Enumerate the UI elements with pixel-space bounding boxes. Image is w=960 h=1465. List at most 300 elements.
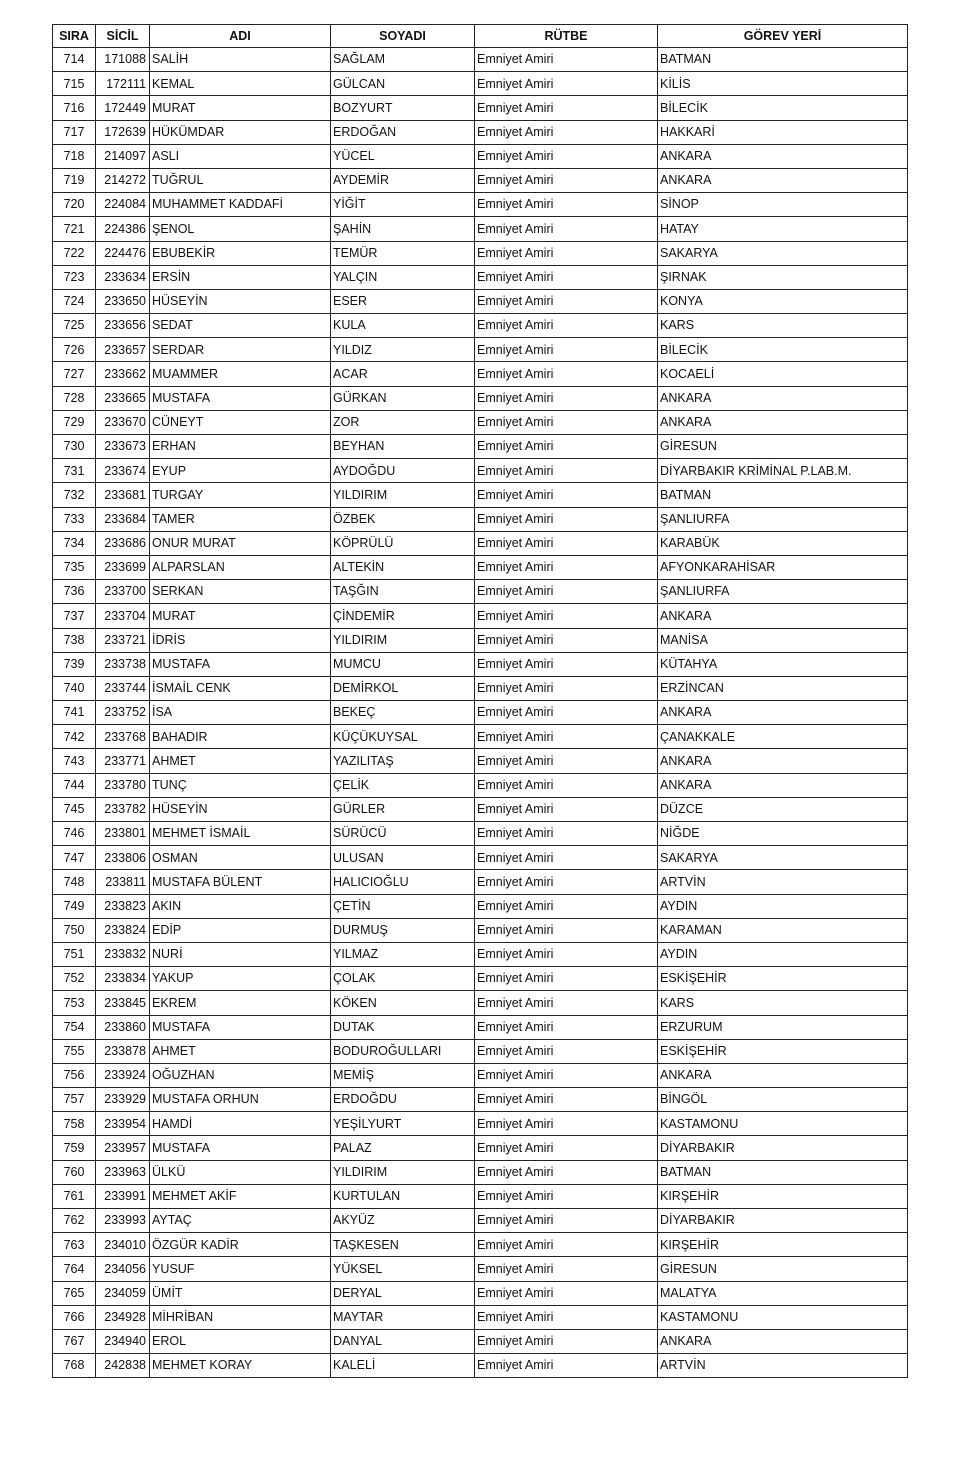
- cell-gorev-yeri: AYDIN: [658, 942, 908, 966]
- cell-sira: 751: [53, 942, 96, 966]
- cell-sicil: 171088: [96, 48, 150, 72]
- cell-sicil: 233657: [96, 338, 150, 362]
- cell-gorev-yeri: ANKARA: [658, 604, 908, 628]
- cell-sicil: 233963: [96, 1160, 150, 1184]
- cell-gorev-yeri: KARS: [658, 991, 908, 1015]
- cell-sira: 767: [53, 1329, 96, 1353]
- cell-gorev-yeri: HATAY: [658, 217, 908, 241]
- cell-sira: 722: [53, 241, 96, 265]
- cell-rutbe: Emniyet Amiri: [475, 410, 658, 434]
- cell-sira: 729: [53, 410, 96, 434]
- cell-rutbe: Emniyet Amiri: [475, 459, 658, 483]
- cell-sicil: 214272: [96, 168, 150, 192]
- cell-soyadi: HALICIOĞLU: [331, 870, 475, 894]
- cell-gorev-yeri: ANKARA: [658, 773, 908, 797]
- cell-rutbe: Emniyet Amiri: [475, 1233, 658, 1257]
- cell-adi: KEMAL: [150, 72, 331, 96]
- cell-sicil: 233782: [96, 797, 150, 821]
- cell-gorev-yeri: AFYONKARAHİSAR: [658, 555, 908, 579]
- table-row: [53, 96, 908, 120]
- cell-soyadi: ESER: [331, 289, 475, 313]
- cell-adi: NURİ: [150, 942, 331, 966]
- cell-rutbe: Emniyet Amiri: [475, 1136, 658, 1160]
- cell-sicil: 233806: [96, 846, 150, 870]
- cell-adi: AHMET: [150, 749, 331, 773]
- table-row: [53, 265, 908, 289]
- header-adi: ADI: [150, 25, 331, 48]
- cell-sira: 758: [53, 1112, 96, 1136]
- cell-rutbe: Emniyet Amiri: [475, 1257, 658, 1281]
- cell-adi: MUAMMER: [150, 362, 331, 386]
- table-row: [53, 870, 908, 894]
- cell-rutbe: Emniyet Amiri: [475, 1281, 658, 1305]
- table-row: [53, 1160, 908, 1184]
- table-row: [53, 604, 908, 628]
- table-row: [53, 362, 908, 386]
- cell-soyadi: DERYAL: [331, 1281, 475, 1305]
- cell-sira: 768: [53, 1354, 96, 1378]
- table-row: [53, 1136, 908, 1160]
- table-row: [53, 435, 908, 459]
- cell-sicil: 224084: [96, 193, 150, 217]
- cell-soyadi: YILDIZ: [331, 338, 475, 362]
- cell-rutbe: Emniyet Amiri: [475, 96, 658, 120]
- cell-gorev-yeri: GİRESUN: [658, 1257, 908, 1281]
- cell-rutbe: Emniyet Amiri: [475, 773, 658, 797]
- header-gorev-yeri: GÖREV YERİ: [658, 25, 908, 48]
- cell-adi: ASLI: [150, 144, 331, 168]
- cell-gorev-yeri: ANKARA: [658, 410, 908, 434]
- cell-adi: EDİP: [150, 918, 331, 942]
- cell-rutbe: Emniyet Amiri: [475, 120, 658, 144]
- table-row: [53, 797, 908, 821]
- cell-adi: AHMET: [150, 1039, 331, 1063]
- cell-adi: MUSTAFA: [150, 386, 331, 410]
- cell-sicil: 224476: [96, 241, 150, 265]
- cell-adi: ŞENOL: [150, 217, 331, 241]
- cell-rutbe: Emniyet Amiri: [475, 289, 658, 313]
- cell-sira: 716: [53, 96, 96, 120]
- cell-gorev-yeri: KONYA: [658, 289, 908, 313]
- cell-soyadi: YALÇIN: [331, 265, 475, 289]
- cell-sicil: 233752: [96, 701, 150, 725]
- cell-adi: AKIN: [150, 894, 331, 918]
- cell-gorev-yeri: DİYARBAKIR KRİMİNAL P.LAB.M.: [658, 459, 908, 483]
- table-row: [53, 773, 908, 797]
- cell-gorev-yeri: BİLECİK: [658, 96, 908, 120]
- cell-gorev-yeri: ANKARA: [658, 1329, 908, 1353]
- cell-sicil: 233780: [96, 773, 150, 797]
- cell-rutbe: Emniyet Amiri: [475, 48, 658, 72]
- cell-soyadi: KALELİ: [331, 1354, 475, 1378]
- cell-sira: 714: [53, 48, 96, 72]
- cell-adi: OĞUZHAN: [150, 1063, 331, 1087]
- cell-gorev-yeri: ANKARA: [658, 144, 908, 168]
- cell-sicil: 233670: [96, 410, 150, 434]
- cell-soyadi: GÜRLER: [331, 797, 475, 821]
- cell-soyadi: BOZYURT: [331, 96, 475, 120]
- cell-rutbe: Emniyet Amiri: [475, 870, 658, 894]
- cell-sira: 734: [53, 531, 96, 555]
- cell-sira: 750: [53, 918, 96, 942]
- cell-adi: ÖZGÜR KADİR: [150, 1233, 331, 1257]
- cell-sicil: 233771: [96, 749, 150, 773]
- table-row: [53, 1184, 908, 1208]
- table-row: [53, 1354, 908, 1378]
- cell-adi: BAHADIR: [150, 725, 331, 749]
- cell-rutbe: Emniyet Amiri: [475, 265, 658, 289]
- cell-soyadi: YILMAZ: [331, 942, 475, 966]
- cell-sicil: 233993: [96, 1209, 150, 1233]
- table-row: [53, 967, 908, 991]
- cell-adi: YUSUF: [150, 1257, 331, 1281]
- cell-adi: TURGAY: [150, 483, 331, 507]
- cell-rutbe: Emniyet Amiri: [475, 822, 658, 846]
- cell-soyadi: TEMÜR: [331, 241, 475, 265]
- cell-sicil: 233924: [96, 1063, 150, 1087]
- cell-gorev-yeri: ÇANAKKALE: [658, 725, 908, 749]
- header-soyadi: SOYADI: [331, 25, 475, 48]
- cell-rutbe: Emniyet Amiri: [475, 991, 658, 1015]
- cell-rutbe: Emniyet Amiri: [475, 1063, 658, 1087]
- cell-soyadi: BODUROĞULLARI: [331, 1039, 475, 1063]
- cell-gorev-yeri: KIRŞEHİR: [658, 1184, 908, 1208]
- table-row: [53, 555, 908, 579]
- cell-sicil: 234940: [96, 1329, 150, 1353]
- table-row: [53, 894, 908, 918]
- cell-soyadi: KULA: [331, 314, 475, 338]
- cell-sira: 755: [53, 1039, 96, 1063]
- cell-gorev-yeri: BATMAN: [658, 48, 908, 72]
- cell-soyadi: ÇETİN: [331, 894, 475, 918]
- cell-sira: 724: [53, 289, 96, 313]
- cell-adi: MUSTAFA BÜLENT: [150, 870, 331, 894]
- cell-sira: 721: [53, 217, 96, 241]
- cell-soyadi: YÜCEL: [331, 144, 475, 168]
- cell-gorev-yeri: ANKARA: [658, 1063, 908, 1087]
- cell-soyadi: DEMİRKOL: [331, 676, 475, 700]
- cell-rutbe: Emniyet Amiri: [475, 531, 658, 555]
- cell-sicil: 233744: [96, 676, 150, 700]
- cell-rutbe: Emniyet Amiri: [475, 846, 658, 870]
- cell-soyadi: AYDOĞDU: [331, 459, 475, 483]
- table-row: [53, 48, 908, 72]
- personnel-table: [52, 24, 908, 1378]
- table-row: [53, 241, 908, 265]
- cell-adi: MİHRİBAN: [150, 1305, 331, 1329]
- table-row: [53, 1329, 908, 1353]
- cell-sicil: 233845: [96, 991, 150, 1015]
- cell-gorev-yeri: KOCAELİ: [658, 362, 908, 386]
- cell-rutbe: Emniyet Amiri: [475, 725, 658, 749]
- cell-soyadi: MAYTAR: [331, 1305, 475, 1329]
- cell-soyadi: ÇOLAK: [331, 967, 475, 991]
- cell-sira: 725: [53, 314, 96, 338]
- cell-rutbe: Emniyet Amiri: [475, 749, 658, 773]
- cell-sira: 737: [53, 604, 96, 628]
- table-row: [53, 676, 908, 700]
- cell-soyadi: GÜLCAN: [331, 72, 475, 96]
- cell-rutbe: Emniyet Amiri: [475, 483, 658, 507]
- cell-sicil: 233634: [96, 265, 150, 289]
- cell-gorev-yeri: ESKİŞEHİR: [658, 1039, 908, 1063]
- cell-sicil: 233673: [96, 435, 150, 459]
- cell-gorev-yeri: SİNOP: [658, 193, 908, 217]
- cell-soyadi: TAŞĞIN: [331, 580, 475, 604]
- cell-rutbe: Emniyet Amiri: [475, 168, 658, 192]
- cell-sicil: 172111: [96, 72, 150, 96]
- cell-sira: 728: [53, 386, 96, 410]
- cell-rutbe: Emniyet Amiri: [475, 1209, 658, 1233]
- cell-rutbe: Emniyet Amiri: [475, 894, 658, 918]
- cell-adi: EKREM: [150, 991, 331, 1015]
- cell-sicil: 233674: [96, 459, 150, 483]
- table-row: [53, 1233, 908, 1257]
- cell-soyadi: ERDOĞAN: [331, 120, 475, 144]
- cell-adi: İDRİS: [150, 628, 331, 652]
- table-row: [53, 1281, 908, 1305]
- table-row: [53, 338, 908, 362]
- cell-adi: ÜLKÜ: [150, 1160, 331, 1184]
- table-row: [53, 459, 908, 483]
- cell-adi: AYTAÇ: [150, 1209, 331, 1233]
- cell-adi: TAMER: [150, 507, 331, 531]
- cell-sira: 726: [53, 338, 96, 362]
- cell-soyadi: BEYHAN: [331, 435, 475, 459]
- cell-sira: 749: [53, 894, 96, 918]
- cell-soyadi: AYDEMİR: [331, 168, 475, 192]
- cell-soyadi: ÇELİK: [331, 773, 475, 797]
- cell-sira: 718: [53, 144, 96, 168]
- cell-soyadi: DUTAK: [331, 1015, 475, 1039]
- cell-soyadi: YILDIRIM: [331, 1160, 475, 1184]
- header-sira: SIRA: [53, 25, 96, 48]
- cell-rutbe: Emniyet Amiri: [475, 435, 658, 459]
- cell-gorev-yeri: ERZURUM: [658, 1015, 908, 1039]
- cell-adi: ÜMİT: [150, 1281, 331, 1305]
- cell-gorev-yeri: ANKARA: [658, 701, 908, 725]
- cell-gorev-yeri: NİĞDE: [658, 822, 908, 846]
- cell-adi: TUĞRUL: [150, 168, 331, 192]
- cell-gorev-yeri: ERZİNCAN: [658, 676, 908, 700]
- cell-sicil: 172449: [96, 96, 150, 120]
- cell-sira: 754: [53, 1015, 96, 1039]
- cell-sira: 744: [53, 773, 96, 797]
- cell-gorev-yeri: BATMAN: [658, 1160, 908, 1184]
- cell-gorev-yeri: KASTAMONU: [658, 1112, 908, 1136]
- cell-soyadi: BEKEÇ: [331, 701, 475, 725]
- cell-sira: 756: [53, 1063, 96, 1087]
- cell-rutbe: Emniyet Amiri: [475, 1160, 658, 1184]
- cell-soyadi: PALAZ: [331, 1136, 475, 1160]
- cell-sira: 753: [53, 991, 96, 1015]
- cell-rutbe: Emniyet Amiri: [475, 797, 658, 821]
- cell-gorev-yeri: KARABÜK: [658, 531, 908, 555]
- cell-sicil: 233954: [96, 1112, 150, 1136]
- cell-gorev-yeri: BATMAN: [658, 483, 908, 507]
- table-row: [53, 144, 908, 168]
- cell-gorev-yeri: DİYARBAKIR: [658, 1209, 908, 1233]
- cell-sira: 735: [53, 555, 96, 579]
- cell-adi: CÜNEYT: [150, 410, 331, 434]
- cell-sicil: 233662: [96, 362, 150, 386]
- table-row: [53, 386, 908, 410]
- table-row: [53, 1209, 908, 1233]
- table-row: [53, 120, 908, 144]
- cell-adi: SERDAR: [150, 338, 331, 362]
- cell-soyadi: KURTULAN: [331, 1184, 475, 1208]
- cell-soyadi: ERDOĞDU: [331, 1088, 475, 1112]
- cell-rutbe: Emniyet Amiri: [475, 72, 658, 96]
- cell-sira: 727: [53, 362, 96, 386]
- cell-sira: 760: [53, 1160, 96, 1184]
- cell-adi: MEHMET AKİF: [150, 1184, 331, 1208]
- table-row: [53, 507, 908, 531]
- cell-rutbe: Emniyet Amiri: [475, 241, 658, 265]
- cell-adi: MEHMET İSMAİL: [150, 822, 331, 846]
- cell-rutbe: Emniyet Amiri: [475, 144, 658, 168]
- cell-sicil: 233686: [96, 531, 150, 555]
- table-row: [53, 410, 908, 434]
- cell-rutbe: Emniyet Amiri: [475, 942, 658, 966]
- cell-rutbe: Emniyet Amiri: [475, 701, 658, 725]
- cell-adi: HAMDİ: [150, 1112, 331, 1136]
- cell-adi: EROL: [150, 1329, 331, 1353]
- cell-soyadi: ÖZBEK: [331, 507, 475, 531]
- table-row: [53, 1039, 908, 1063]
- cell-sira: 719: [53, 168, 96, 192]
- header-rutbe: RÜTBE: [475, 25, 658, 48]
- cell-adi: SEDAT: [150, 314, 331, 338]
- cell-sira: 752: [53, 967, 96, 991]
- cell-soyadi: YEŞİLYURT: [331, 1112, 475, 1136]
- cell-sicil: 233860: [96, 1015, 150, 1039]
- table-row: [53, 1063, 908, 1087]
- cell-rutbe: Emniyet Amiri: [475, 967, 658, 991]
- cell-sicil: 234059: [96, 1281, 150, 1305]
- cell-sira: 731: [53, 459, 96, 483]
- cell-soyadi: GÜRKAN: [331, 386, 475, 410]
- cell-adi: OSMAN: [150, 846, 331, 870]
- cell-rutbe: Emniyet Amiri: [475, 652, 658, 676]
- cell-sira: 766: [53, 1305, 96, 1329]
- cell-adi: MURAT: [150, 96, 331, 120]
- cell-soyadi: DANYAL: [331, 1329, 475, 1353]
- cell-sicil: 233704: [96, 604, 150, 628]
- cell-rutbe: Emniyet Amiri: [475, 386, 658, 410]
- table-row: [53, 652, 908, 676]
- table-row: [53, 483, 908, 507]
- cell-rutbe: Emniyet Amiri: [475, 1112, 658, 1136]
- cell-soyadi: ÇİNDEMİR: [331, 604, 475, 628]
- table-row: [53, 991, 908, 1015]
- cell-adi: EYUP: [150, 459, 331, 483]
- table-row: [53, 942, 908, 966]
- cell-gorev-yeri: KÜTAHYA: [658, 652, 908, 676]
- cell-rutbe: Emniyet Amiri: [475, 676, 658, 700]
- table-row: [53, 1015, 908, 1039]
- cell-gorev-yeri: ANKARA: [658, 749, 908, 773]
- cell-sicil: 234056: [96, 1257, 150, 1281]
- cell-gorev-yeri: DÜZCE: [658, 797, 908, 821]
- cell-rutbe: Emniyet Amiri: [475, 628, 658, 652]
- cell-sicil: 233721: [96, 628, 150, 652]
- cell-sicil: 233684: [96, 507, 150, 531]
- cell-soyadi: MEMİŞ: [331, 1063, 475, 1087]
- cell-gorev-yeri: MALATYA: [658, 1281, 908, 1305]
- cell-gorev-yeri: BİLECİK: [658, 338, 908, 362]
- cell-soyadi: KÖPRÜLÜ: [331, 531, 475, 555]
- cell-sicil: 233991: [96, 1184, 150, 1208]
- cell-soyadi: DURMUŞ: [331, 918, 475, 942]
- cell-gorev-yeri: SAKARYA: [658, 846, 908, 870]
- cell-sira: 757: [53, 1088, 96, 1112]
- cell-sicil: 233832: [96, 942, 150, 966]
- cell-rutbe: Emniyet Amiri: [475, 314, 658, 338]
- cell-sira: 720: [53, 193, 96, 217]
- cell-gorev-yeri: KARS: [658, 314, 908, 338]
- cell-sira: 717: [53, 120, 96, 144]
- cell-adi: MEHMET KORAY: [150, 1354, 331, 1378]
- cell-sira: 736: [53, 580, 96, 604]
- cell-sicil: 234010: [96, 1233, 150, 1257]
- cell-rutbe: Emniyet Amiri: [475, 1184, 658, 1208]
- cell-sira: 763: [53, 1233, 96, 1257]
- cell-adi: YAKUP: [150, 967, 331, 991]
- cell-adi: İSMAİL CENK: [150, 676, 331, 700]
- table-row: [53, 749, 908, 773]
- cell-rutbe: Emniyet Amiri: [475, 604, 658, 628]
- cell-gorev-yeri: KARAMAN: [658, 918, 908, 942]
- cell-rutbe: Emniyet Amiri: [475, 1039, 658, 1063]
- cell-gorev-yeri: HAKKARİ: [658, 120, 908, 144]
- cell-soyadi: YÜKSEL: [331, 1257, 475, 1281]
- cell-gorev-yeri: KASTAMONU: [658, 1305, 908, 1329]
- cell-sicil: 242838: [96, 1354, 150, 1378]
- cell-gorev-yeri: ANKARA: [658, 168, 908, 192]
- table-row: [53, 701, 908, 725]
- cell-adi: MUSTAFA: [150, 1136, 331, 1160]
- cell-gorev-yeri: ANKARA: [658, 386, 908, 410]
- cell-soyadi: ULUSAN: [331, 846, 475, 870]
- table-row: [53, 314, 908, 338]
- cell-sicil: 233699: [96, 555, 150, 579]
- cell-rutbe: Emniyet Amiri: [475, 1305, 658, 1329]
- cell-sira: 742: [53, 725, 96, 749]
- cell-adi: ONUR MURAT: [150, 531, 331, 555]
- cell-gorev-yeri: ARTVİN: [658, 870, 908, 894]
- cell-sicil: 233681: [96, 483, 150, 507]
- cell-gorev-yeri: ESKİŞEHİR: [658, 967, 908, 991]
- cell-sicil: 233834: [96, 967, 150, 991]
- cell-sira: 765: [53, 1281, 96, 1305]
- table-row: [53, 628, 908, 652]
- cell-adi: HÜKÜMDAR: [150, 120, 331, 144]
- cell-gorev-yeri: ARTVİN: [658, 1354, 908, 1378]
- cell-adi: MUSTAFA: [150, 1015, 331, 1039]
- cell-adi: MUSTAFA: [150, 652, 331, 676]
- cell-soyadi: YAZILITAŞ: [331, 749, 475, 773]
- cell-sicil: 233656: [96, 314, 150, 338]
- cell-sicil: 233700: [96, 580, 150, 604]
- cell-adi: SERKAN: [150, 580, 331, 604]
- cell-gorev-yeri: MANİSA: [658, 628, 908, 652]
- table-header-row: [53, 25, 908, 48]
- cell-adi: İSA: [150, 701, 331, 725]
- cell-gorev-yeri: KİLİS: [658, 72, 908, 96]
- cell-soyadi: YILDIRIM: [331, 483, 475, 507]
- table-row: [53, 1112, 908, 1136]
